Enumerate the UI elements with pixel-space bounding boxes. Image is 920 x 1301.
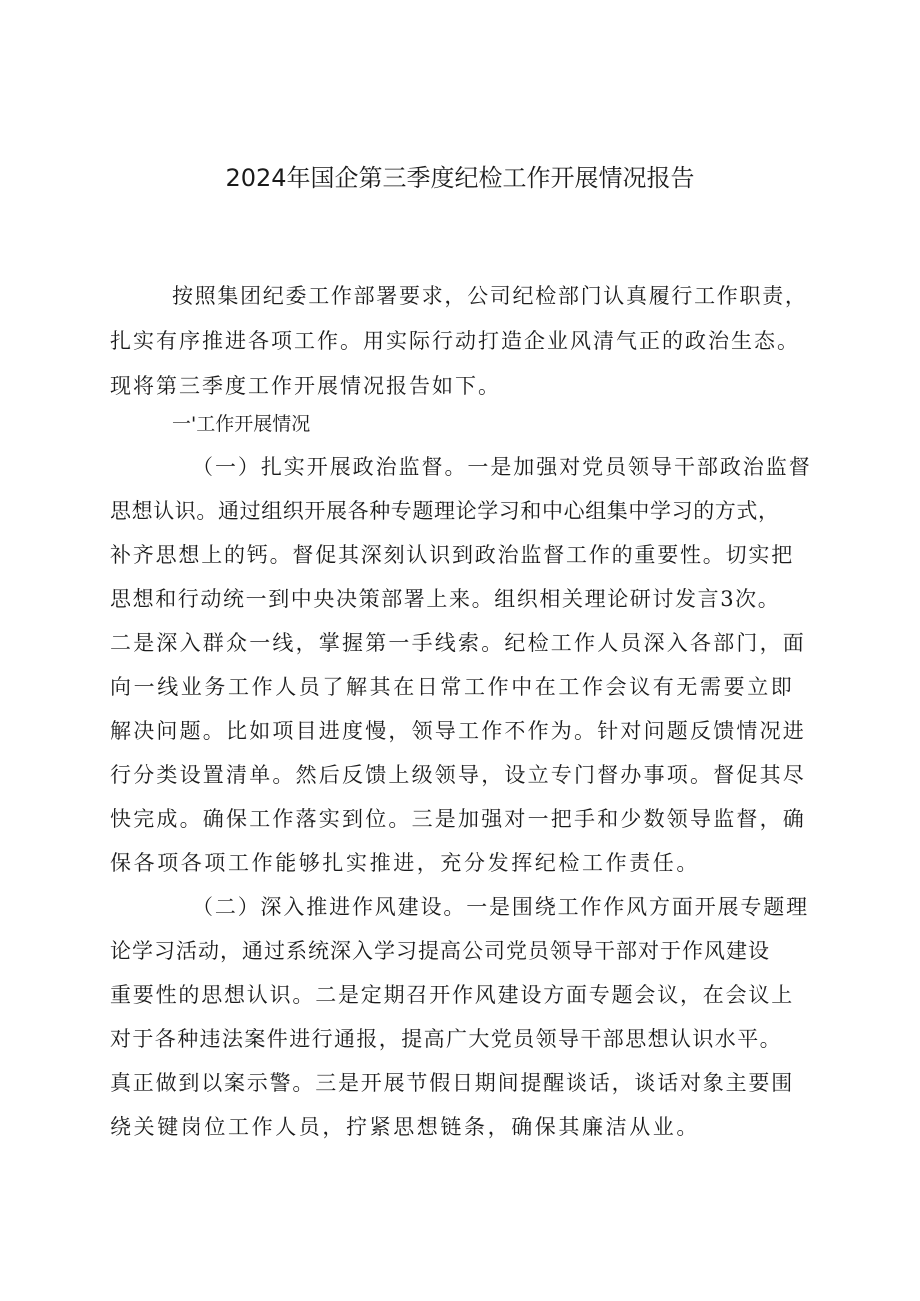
intro-line-3: 现将第三季度工作开展情况报告如下。 [110, 374, 501, 398]
subsection-2-line-5: 真正做到以案示警。三是开展节假日期间提醒谈话，谈话对象主要围 [110, 1071, 794, 1095]
subsection-1-line-1: （一）扎实开展政治监督。一是加强对党员领导干部政治监督 [192, 455, 812, 479]
subsection-2-line-4: 对于各种违法案件进行通报，提高广大党员领导干部思想认识水平。 [110, 1027, 782, 1051]
intro-line-2: 扎实有序推进各项工作。用实际行动打造企业风清气正的政治生态。 [110, 329, 800, 353]
subsection-1-line-7: 解决问题。比如项目进度慢，领导工作不作为。针对问题反馈情况进 [110, 719, 806, 743]
subsection-2-line-2: 论学习活动，通过系统深入学习提高公司党员领导干部对于作风建设 [110, 939, 770, 963]
document-title: 2024年国企第三季度纪检工作开展情况报告 [225, 164, 695, 192]
subsection-1-line-5: 二是深入群众一线，掌握第一手线索。纪检工作人员深入各部门，面 [110, 631, 806, 655]
subsection-1-line-9: 快完成。确保工作落实到位。三是加强对一把手和少数领导监督，确 [110, 807, 806, 831]
subsection-1-line-8: 行分类设置清单。然后反馈上级领导，设立专门督办事项。督促其尽 [110, 763, 806, 787]
subsection-2-line-6: 绕关键岗位工作人员，拧紧思想链条，确保其廉洁从业。 [110, 1115, 700, 1139]
section-heading: 一'工作开展情况 [172, 413, 311, 435]
subsection-1-line-6: 向一线业务工作人员了解其在日常工作中在工作会议有无需要立即 [110, 675, 795, 699]
subsection-1-line-2: 思想认识。通过组织开展各种专题理论学习和中心组集中学习的方式， [110, 499, 780, 523]
subsection-2-line-3: 重要性的思想认识。二是定期召开作风建设方面专题会议，在会议上 [110, 983, 794, 1007]
subsection-2-line-1: （二）深入推进作风建设。一是围绕工作作风方面开展专题理 [192, 895, 809, 919]
subsection-1-line-10: 保各项各项工作能够扎实推进，充分发挥纪检工作责任。 [110, 851, 700, 875]
intro-line-1: 按照集团纪委工作部署要求，公司纪检部门认真履行工作职责， [172, 284, 808, 308]
subsection-1-line-4: 思想和行动统一到中央决策部署上来。组织相关理论研讨发言3次。 [110, 587, 781, 611]
subsection-1-line-3: 补齐思想上的钙。督促其深刻认识到政治监督工作的重要性。切实把 [110, 543, 794, 567]
